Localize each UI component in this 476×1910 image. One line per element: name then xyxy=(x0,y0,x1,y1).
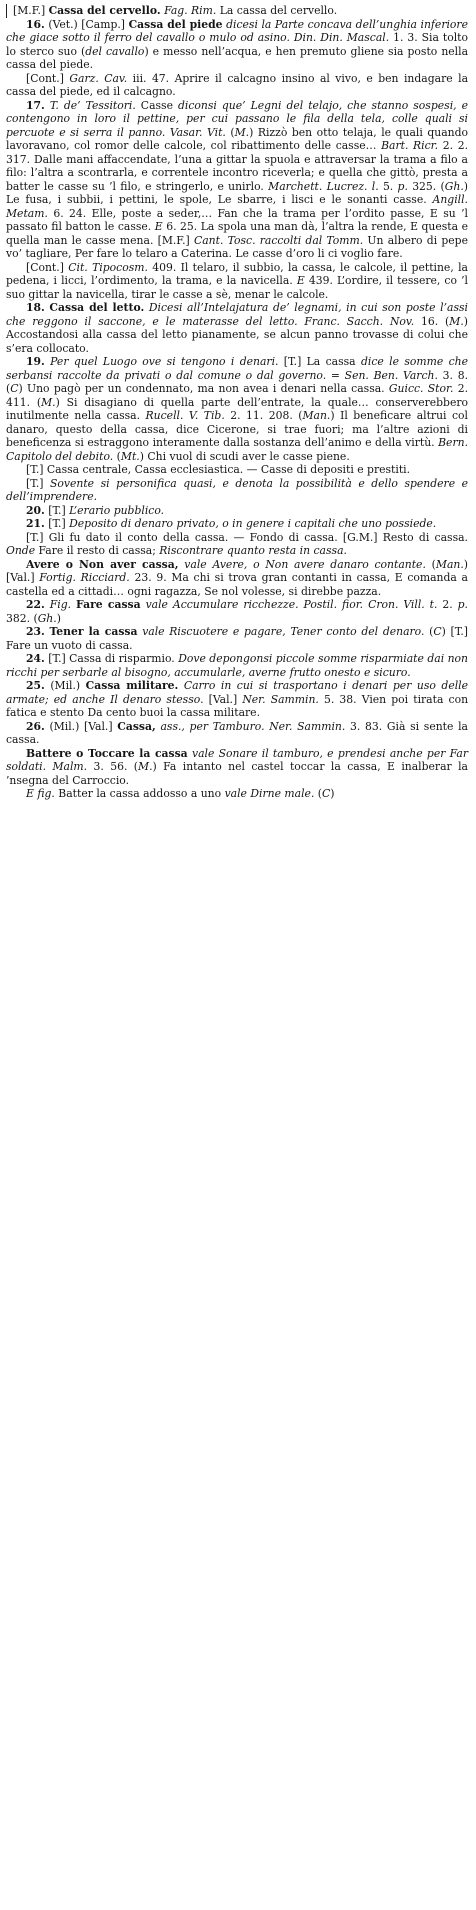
text-segment: ) [Val.] xyxy=(6,557,468,584)
text-segment: ) Il beneficare altrui col danaro, questo della cassa, dice Cicerone, si trae fuori; ma l’altre azioni di beneficenza si estraggono interamente dalla sostanza dell’animo e della virtù. xyxy=(6,409,468,449)
text-segment: ) Rizzò ben otto telaja, le quali quando lavoravano, col romor delle calcole, col ribattimento delle casse… xyxy=(6,125,468,152)
text-segment: Bern. Capitolo del debito. xyxy=(6,436,468,463)
text-segment: [Cont.] xyxy=(26,260,69,274)
text-segment: vale Dirne male. xyxy=(224,787,315,800)
text-segment: p. xyxy=(397,179,408,193)
text-segment: Dove depongonsi piccole somme risparmiate dai non ricchi per serbarle al bisogno, accumularle, averne frutto onesto e sicuro. xyxy=(6,652,469,679)
text-segment: 24. xyxy=(26,652,45,665)
text-segment: Cassa del cervello. xyxy=(48,4,161,17)
text-segment: C xyxy=(433,625,442,638)
text-segment: 5. xyxy=(378,179,398,193)
text-segment: 6. 24. Elle, poste a seder,… Fan che la trama per l’ordito passe, E su ’l passato fil batton le casse. xyxy=(6,206,468,233)
entry-paragraph-p19 xyxy=(6,747,468,788)
text-segment: 17. xyxy=(26,98,45,112)
text-segment: 2. 2. 317. Dalle mani affaccendate, l’una a gittar la spuola e attraversar la trama a filo a filo: l’altra a scontrarla, e correntele incontro riceverla; e quella che gittò, presta a batter le casse su ’l filo, e stringerlo, e unirlo. xyxy=(6,139,469,193)
text-segment: E xyxy=(154,220,163,233)
text-segment: Cassa del piede xyxy=(128,17,223,31)
text-segment: Sovente si personifica quasi, e denota la possibilità e dello spendere e dell’imprendere. xyxy=(6,476,469,503)
entry-paragraph-p09 xyxy=(6,477,468,504)
entry-paragraph-p01 xyxy=(6,4,468,18)
entry-paragraph-p12 xyxy=(6,531,468,558)
text-segment: Deposito di denaro privato, o in genere i capitali che uno possiede. xyxy=(69,517,437,530)
text-segment: [M.F.] xyxy=(13,4,49,17)
text-segment: 1. 3. Sia tolto lo sterco suo ( xyxy=(6,31,469,58)
text-segment: Fare cassa xyxy=(76,598,141,611)
text-segment: ) Le fusa, i subbii, i pettini, le spole, Le sbarre, i lisci e le sonanti casse. xyxy=(6,179,468,206)
text-segment: Carro in cui si trasportano i denari per uso delle armate; ed anche Il denaro stesso. xyxy=(6,679,468,706)
entry-paragraph-p17 xyxy=(6,679,468,720)
text-segment: Guicc. Stor. xyxy=(388,382,454,395)
text-segment: Gh. xyxy=(444,179,464,193)
text-segment: M. xyxy=(234,125,250,139)
text-segment: [Val.] xyxy=(203,692,243,706)
text-segment: [Cont.] xyxy=(26,71,70,85)
text-segment: Fag. Rim. xyxy=(164,4,217,17)
text-segment: Avere o Non aver cassa, xyxy=(26,557,179,571)
text-segment: Tener la cassa xyxy=(49,625,138,638)
text-segment: (Vet.) [Camp.] xyxy=(44,17,129,31)
text-segment: Casse xyxy=(135,98,178,112)
text-segment: 6. 25. La spola una man dà, l’altra la rende, E questa e quella man le casse mena. [M.F.] xyxy=(6,220,468,247)
text-segment: Angill. Metam. xyxy=(6,193,468,220)
text-segment: (Mil.) [Val.] xyxy=(44,719,118,733)
text-segment: ) e messo nell’acqua, e hen premuto gliene sia posto nella cassa del piede. xyxy=(6,44,469,71)
entry-paragraph-p18 xyxy=(6,720,468,747)
entry-paragraph-p15 xyxy=(6,625,468,652)
text-segment: M. xyxy=(41,395,56,409)
text-segment: ) Si disagiano di quella parte dell’entrate, la quale… conserverebbero inutilmente nella cassa. xyxy=(6,395,469,422)
text-segment: 382. ( xyxy=(6,611,38,625)
text-segment: ) xyxy=(56,611,61,625)
text-segment: Cit. Tipocosm. xyxy=(68,260,148,274)
text-segment: Un albero di pepe vo’ tagliare, Per fare lo telaro a Caterina. Le casse d’oro li ci voglio fare. xyxy=(6,233,468,260)
text-segment: diconsi que’ Legni del telajo, che stanno sospesi, e contengono in loro il pettine, per cui passano le fila della tela, colle quali si percuote e si serra il panno. Vasar. Vit. xyxy=(6,98,468,139)
text-segment: 16. ( xyxy=(414,314,450,328)
text-segment: Onde xyxy=(6,544,36,557)
text-segment: vale Accumulare ricchezze. Postil. fior. Cron. Vill. t. xyxy=(140,598,438,611)
text-segment: Cassa militare. xyxy=(85,679,179,692)
text-segment: 25. xyxy=(26,679,45,692)
entry-paragraph-p08 xyxy=(6,463,468,477)
text-segment: Man. xyxy=(302,409,331,422)
text-segment: 409. Il telaro, il subbio, la cassa, le calcole, il pettine, la pedena, i licci, l’ordimento, la trama, e la navicella. xyxy=(6,260,468,287)
text-segment: Bart. Ricr. xyxy=(381,139,439,152)
text-segment: C xyxy=(10,382,19,395)
text-segment: [T.] La cassa xyxy=(278,355,361,368)
entry-paragraph-p04 xyxy=(6,99,468,261)
text-segment: 21. xyxy=(26,517,45,530)
text-segment: 2. xyxy=(437,598,458,611)
entry-paragraph-p06 xyxy=(6,301,468,355)
text-segment: Cassa, xyxy=(117,719,156,733)
text-segment: (Mil.) xyxy=(44,679,86,692)
text-segment: 22. xyxy=(26,598,45,611)
text-segment: Man. xyxy=(435,557,464,571)
text-segment: 3. 8. ( xyxy=(6,368,469,395)
text-segment: Gh. xyxy=(37,611,57,625)
text-segment: ( xyxy=(113,449,121,463)
text-segment: 439. L’ordire, il tessere, co ’l suo gittar la navicella, tirar le casse a sè, menar le calcole. xyxy=(6,274,468,301)
text-segment: Cant. Tosc. raccolti dal Tomm. xyxy=(193,233,364,247)
text-segment: dicesi la Parte concava dell’unghia inferiore che giace sotto il ferro del cavallo o mulo od asino. Din. Din. Mascal. xyxy=(6,17,468,44)
text-segment: Per quel Luogo ove si tengono i denari. xyxy=(50,355,279,368)
text-segment: M. xyxy=(138,760,153,773)
text-segment: E fig. xyxy=(26,787,55,800)
text-segment: Marchett. Lucrez. l. xyxy=(268,179,379,193)
text-segment: Avere, o Non avere danaro contante. xyxy=(212,557,426,571)
text-segment: [T.] xyxy=(44,503,70,517)
text-segment: del cavallo xyxy=(85,44,145,58)
text-segment: 16. xyxy=(26,17,45,31)
entry-paragraph-p14 xyxy=(6,598,468,625)
entry-paragraph-p16 xyxy=(6,652,468,679)
text-segment: 18. xyxy=(26,301,45,314)
text-segment: ) Uno pagò per un condennato, ma non avea i denari nella cassa. xyxy=(18,382,389,395)
text-segment: Battere o Toccare la cassa xyxy=(26,746,188,760)
text-segment: 2. 411. ( xyxy=(6,382,468,409)
text-segment: Fortig. Ricciard. xyxy=(39,571,130,584)
text-segment: T. de’ Tessitori. xyxy=(49,98,136,112)
text-segment: 26. xyxy=(26,719,45,733)
entry-paragraph-p05 xyxy=(6,261,468,302)
text-segment: vale Riscuotere e pagare, Tener conto del denaro. xyxy=(137,625,425,638)
text-segment: Cassa del letto. xyxy=(49,301,145,314)
text-segment: 2. 11. 208. ( xyxy=(224,409,303,422)
text-segment: Garz. Cav. xyxy=(69,71,128,85)
text-segment: ) xyxy=(330,787,335,800)
text-segment: 23. 9. Ma chi si trova gran contanti in cassa, E comanda a castella ed a cittadi… ogni ragazza, Se nol volesse, si direbbe pazza. xyxy=(6,571,468,598)
text-segment: 5. 38. Vien poi tirata con fatica e stento Da cento buoi la cassa militare. xyxy=(6,692,469,719)
text-segment: Rucell. V. Tib. xyxy=(145,409,225,422)
text-segment: ( xyxy=(424,625,434,638)
text-segment: Fig. xyxy=(49,598,72,611)
entry-paragraph-p07 xyxy=(6,355,468,463)
text-segment: vale Sonare il tamburo, e prendesi anche per Far soldati. Malm. xyxy=(6,746,469,773)
text-segment: 23. xyxy=(26,625,45,638)
entry-paragraph-p20 xyxy=(6,787,468,801)
entry-paragraph-p11 xyxy=(6,517,468,531)
text-segment: Ner. Sammin. xyxy=(242,692,319,706)
text-segment: C xyxy=(322,787,331,800)
text-segment: ( xyxy=(225,125,235,139)
text-segment: [T.] Cassa centrale, Cassa ecclesiastica. — Casse di depositi e prestiti. xyxy=(26,463,411,476)
entry-paragraph-p13 xyxy=(6,558,468,599)
text-segment: Riscontrare quanto resta in cassa. xyxy=(159,544,347,557)
text-segment: ( xyxy=(314,787,323,800)
text-segment: ) Chi vuol di scudi aver le casse piene. xyxy=(139,449,350,463)
text-segment: 20. xyxy=(26,503,45,517)
text-segment: dice le somme che serbansi raccolte da privati o dal comune o dal governo. = Sen. Ben. Varch. xyxy=(6,355,468,382)
text-segment: Fare il resto di cassa; xyxy=(35,544,160,557)
entry-paragraph-p03 xyxy=(6,72,468,99)
entry-paragraph-p10 xyxy=(6,504,468,518)
text-segment: M. xyxy=(449,314,464,328)
text-segment: [T.] xyxy=(26,476,50,490)
text-segment: La cassa del cervello. xyxy=(216,4,338,17)
text-segment: Dicesi all’Intelajatura de’ legnami, in cui son poste l’assi che reggono il saccone, e le materasse del letto. Franc. Sacch. Nov. xyxy=(6,301,468,328)
text-segment: E xyxy=(296,274,305,287)
text-segment: ass., per Tamburo. Ner. Sammin. xyxy=(155,719,346,733)
text-segment: ) [T.] Fare un vuoto di cassa. xyxy=(6,625,468,652)
text-segment: Batter la cassa addosso a uno xyxy=(54,787,225,800)
text-segment: [T.] Gli fu dato il conto della cassa. — Fondo di cassa. [G.M.] Resto di cassa. xyxy=(26,530,468,544)
text-segment: ( xyxy=(425,557,436,571)
text-segment: 3. 56. ( xyxy=(87,760,139,773)
text-segment: 19. xyxy=(26,355,45,368)
text-segment: ) Accostandosi alla cassa del letto pianamente, se alcun panno trovasse di colui che s’era collocato. xyxy=(6,314,468,355)
text-segment: 325. ( xyxy=(407,179,445,193)
text-segment: vale xyxy=(178,557,213,571)
text-segment: iii. 47. Aprire il calcagno insino al vivo, e ben indagare la cassa del piede, ed il calcagno. xyxy=(6,71,469,98)
entry-paragraph-p02 xyxy=(6,18,468,72)
text-segment: [T.] Cassa di risparmio. xyxy=(44,652,179,665)
text-segment: ) Fa intanto nel castel toccar la cassa, E inalberar la ’nsegna del Carroccio. xyxy=(6,760,468,787)
text-segment: Mt. xyxy=(120,449,140,463)
text-segment: p. xyxy=(457,598,468,611)
text-segment: [T.] xyxy=(44,517,70,530)
text-segment: 3. 83. Già si sente la cassa. xyxy=(6,719,468,746)
text-segment: L’erario pubblico. xyxy=(69,503,165,517)
